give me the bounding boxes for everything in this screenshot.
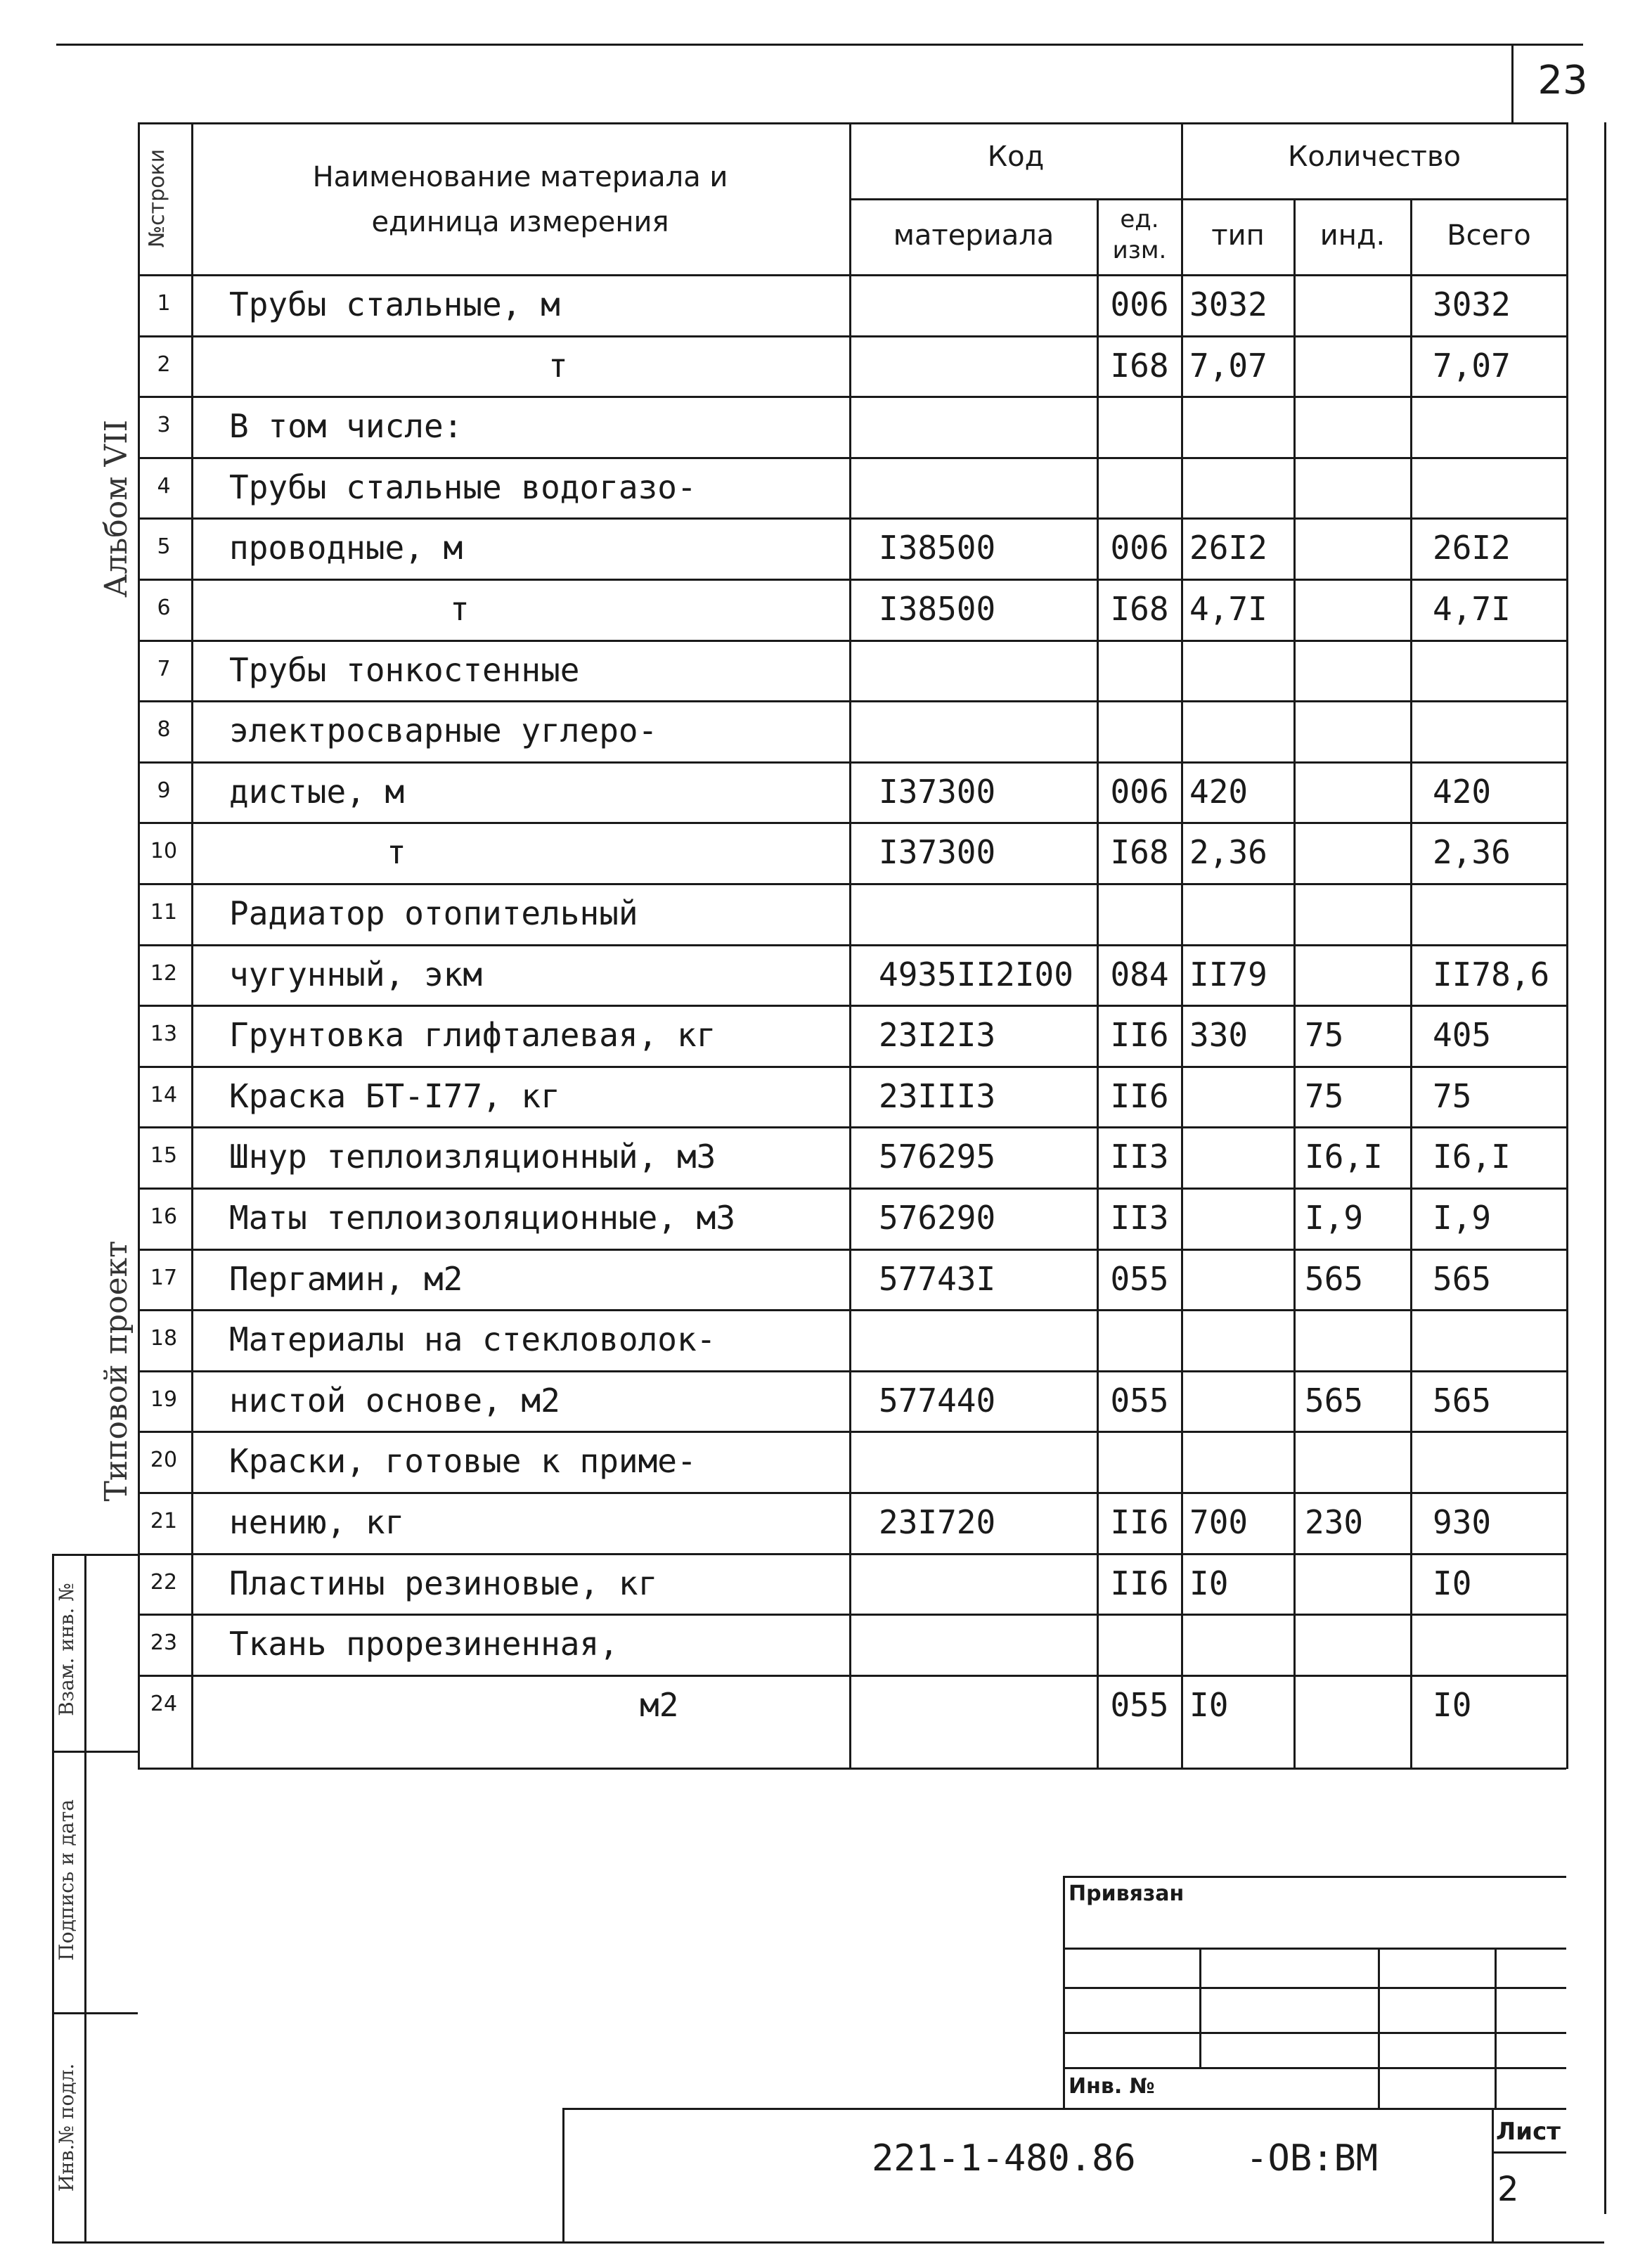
material-name: электросварные углеро- [229,712,658,750]
row-number: 5 [157,534,171,560]
qty-type: I0 [1189,1564,1229,1602]
row-number: 17 [150,1265,178,1290]
qty-total: 26I2 [1433,529,1511,567]
material-name: Ткань прорезиненная, [229,1625,619,1663]
header-qty-group: Количество [1287,141,1461,173]
material-name: Трубы стальные водогазо- [229,468,697,506]
header-code-unit: ед. изм. [1112,205,1167,264]
row-number: 9 [157,778,171,803]
qty-total: 420 [1433,772,1492,811]
qty-total: II78,6 [1433,955,1550,993]
material-code: I37300 [879,772,996,811]
unit-code: II6 [1110,1016,1169,1055]
qty-total: 565 [1433,1259,1492,1298]
sheet-number: 2 [1497,2170,1519,2209]
unit-code: 055 [1110,1259,1169,1298]
material-code: 23I2I3 [879,1016,996,1055]
qty-total: I0 [1433,1685,1472,1724]
page-number-box-left [1511,44,1514,122]
qty-total: 565 [1433,1381,1492,1420]
material-name: Грунтовка глифталевая, кг [229,1016,716,1055]
qty-total: 2,36 [1433,833,1511,872]
unit-code: I68 [1110,346,1169,385]
side-label-sign-date: Подпись и дата [55,1799,78,1961]
unit-code: 006 [1110,772,1169,811]
qty-type: 330 [1189,1016,1248,1055]
row-number: 2 [157,352,171,377]
unit-code: 006 [1110,529,1169,567]
qty-type: 700 [1189,1503,1248,1541]
material-code: I38500 [879,529,996,567]
qty-type: 3032 [1189,285,1267,323]
sheet-label: Лист [1496,2118,1561,2146]
qty-type: 7,07 [1189,346,1267,385]
qty-total: I6,I [1433,1138,1511,1176]
material-code: 576290 [879,1199,996,1237]
row-number: 19 [150,1386,178,1412]
row-number: 6 [157,596,171,620]
row-number: 3 [157,413,171,438]
side-label-inv-no: Взам. инв. № [55,1583,78,1716]
row-number: 11 [150,900,178,925]
unit-code: II3 [1110,1138,1169,1176]
qty-type: I0 [1189,1685,1229,1724]
top-rule [56,44,1583,46]
material-code: I37300 [879,833,996,872]
page-number: 23 [1537,58,1588,103]
material-code: 57743I [879,1259,996,1298]
material-code: 4935II2I00 [879,955,1073,993]
row-number: 16 [150,1204,178,1229]
row-number: 12 [150,960,178,986]
row-number: 22 [150,1569,178,1595]
material-name: Пластины резиновые, кг [229,1564,658,1602]
qty-type: II79 [1189,955,1267,993]
material-name: В том числе: [229,407,463,446]
qty-individual: I6,I [1305,1138,1383,1176]
qty-total: 7,07 [1433,346,1511,385]
qty-total: 930 [1433,1503,1492,1541]
qty-type: 26I2 [1189,529,1267,567]
row-number: 24 [150,1691,178,1716]
material-name: м2 [640,1685,679,1724]
document-code: 221-1-480.86 -ОВ:ВМ [872,2137,1379,2180]
qty-total: 3032 [1433,285,1511,323]
unit-code: I68 [1110,833,1169,872]
qty-type: 420 [1189,772,1248,811]
qty-individual: I,9 [1305,1199,1364,1237]
material-name: Радиатор отопительный [229,894,638,932]
material-name: Краски, готовые к приме- [229,1442,697,1481]
qty-individual: 230 [1305,1503,1364,1541]
qty-total: 75 [1433,1076,1472,1115]
header-qty-ind: инд. [1319,219,1386,252]
unit-code: II6 [1110,1503,1169,1541]
material-name: т [387,833,406,872]
unit-code: II3 [1110,1199,1169,1237]
stamp-inv-label: Инв. № [1069,2074,1155,2099]
material-code: 23I720 [879,1503,996,1541]
row-number: 4 [157,473,171,498]
side-label-album: Альбом VII [98,420,134,598]
material-code: I38500 [879,590,996,628]
header-qty-type: тип [1211,219,1265,252]
material-code: 577440 [879,1381,996,1420]
material-name: проводные, м [229,529,463,567]
side-label-orig-inv: Инв.№ подл. [55,2063,78,2192]
material-name: Шнур теплоизляционный, м3 [229,1138,716,1176]
material-name: Трубы тонкостенные [229,650,580,689]
qty-total: I,9 [1433,1199,1492,1237]
unit-code: II6 [1110,1076,1169,1115]
material-name: Пергамин, м2 [229,1259,463,1298]
qty-individual: 75 [1305,1076,1344,1115]
material-name: дистые, м [229,772,405,811]
unit-code: II6 [1110,1564,1169,1602]
unit-code: I68 [1110,590,1169,628]
material-name: т [450,590,470,628]
material-name: нистой основе, м2 [229,1381,560,1420]
row-number: 13 [150,1022,178,1047]
material-name: чугунный, экм [229,955,483,993]
header-row-number: №строки [145,148,169,248]
header-code-material: материала [893,219,1054,252]
qty-total: 4,7I [1433,590,1511,628]
qty-type: 4,7I [1189,590,1267,628]
row-number: 10 [150,839,178,864]
unit-code: 055 [1110,1685,1169,1724]
material-name: т [548,346,568,385]
material-code: 23III3 [879,1076,996,1115]
qty-total: I0 [1433,1564,1472,1602]
stamp-bound-label: Привязан [1069,1881,1185,1906]
qty-individual: 565 [1305,1259,1364,1298]
unit-code: 084 [1110,955,1169,993]
row-number: 20 [150,1448,178,1473]
material-code: 576295 [879,1138,996,1176]
unit-code: 055 [1110,1381,1169,1420]
unit-code: 006 [1110,285,1169,323]
qty-total: 405 [1433,1016,1492,1055]
material-name: Маты теплоизоляционные, м3 [229,1199,736,1237]
row-number: 14 [150,1082,178,1107]
header-qty-total: Всего [1447,219,1531,252]
row-number: 15 [150,1143,178,1169]
row-number: 23 [150,1630,178,1656]
row-number: 1 [157,291,171,316]
row-number: 21 [150,1509,178,1533]
row-number: 18 [150,1326,178,1351]
row-number: 7 [157,656,171,681]
material-name: Трубы стальные, м [229,285,560,323]
qty-individual: 75 [1305,1016,1344,1055]
header-code-group: Код [987,141,1045,173]
material-name: Краска БТ-I77, кг [229,1076,560,1115]
side-label-project: Типовой проект [98,1240,134,1502]
material-name: нению, кг [229,1503,405,1541]
qty-type: 2,36 [1189,833,1267,872]
header-name: Наименование материала и единица измерения [312,161,728,238]
row-number: 8 [157,717,171,742]
material-name: Материалы на стекловолок- [229,1320,716,1359]
qty-individual: 565 [1305,1381,1364,1420]
